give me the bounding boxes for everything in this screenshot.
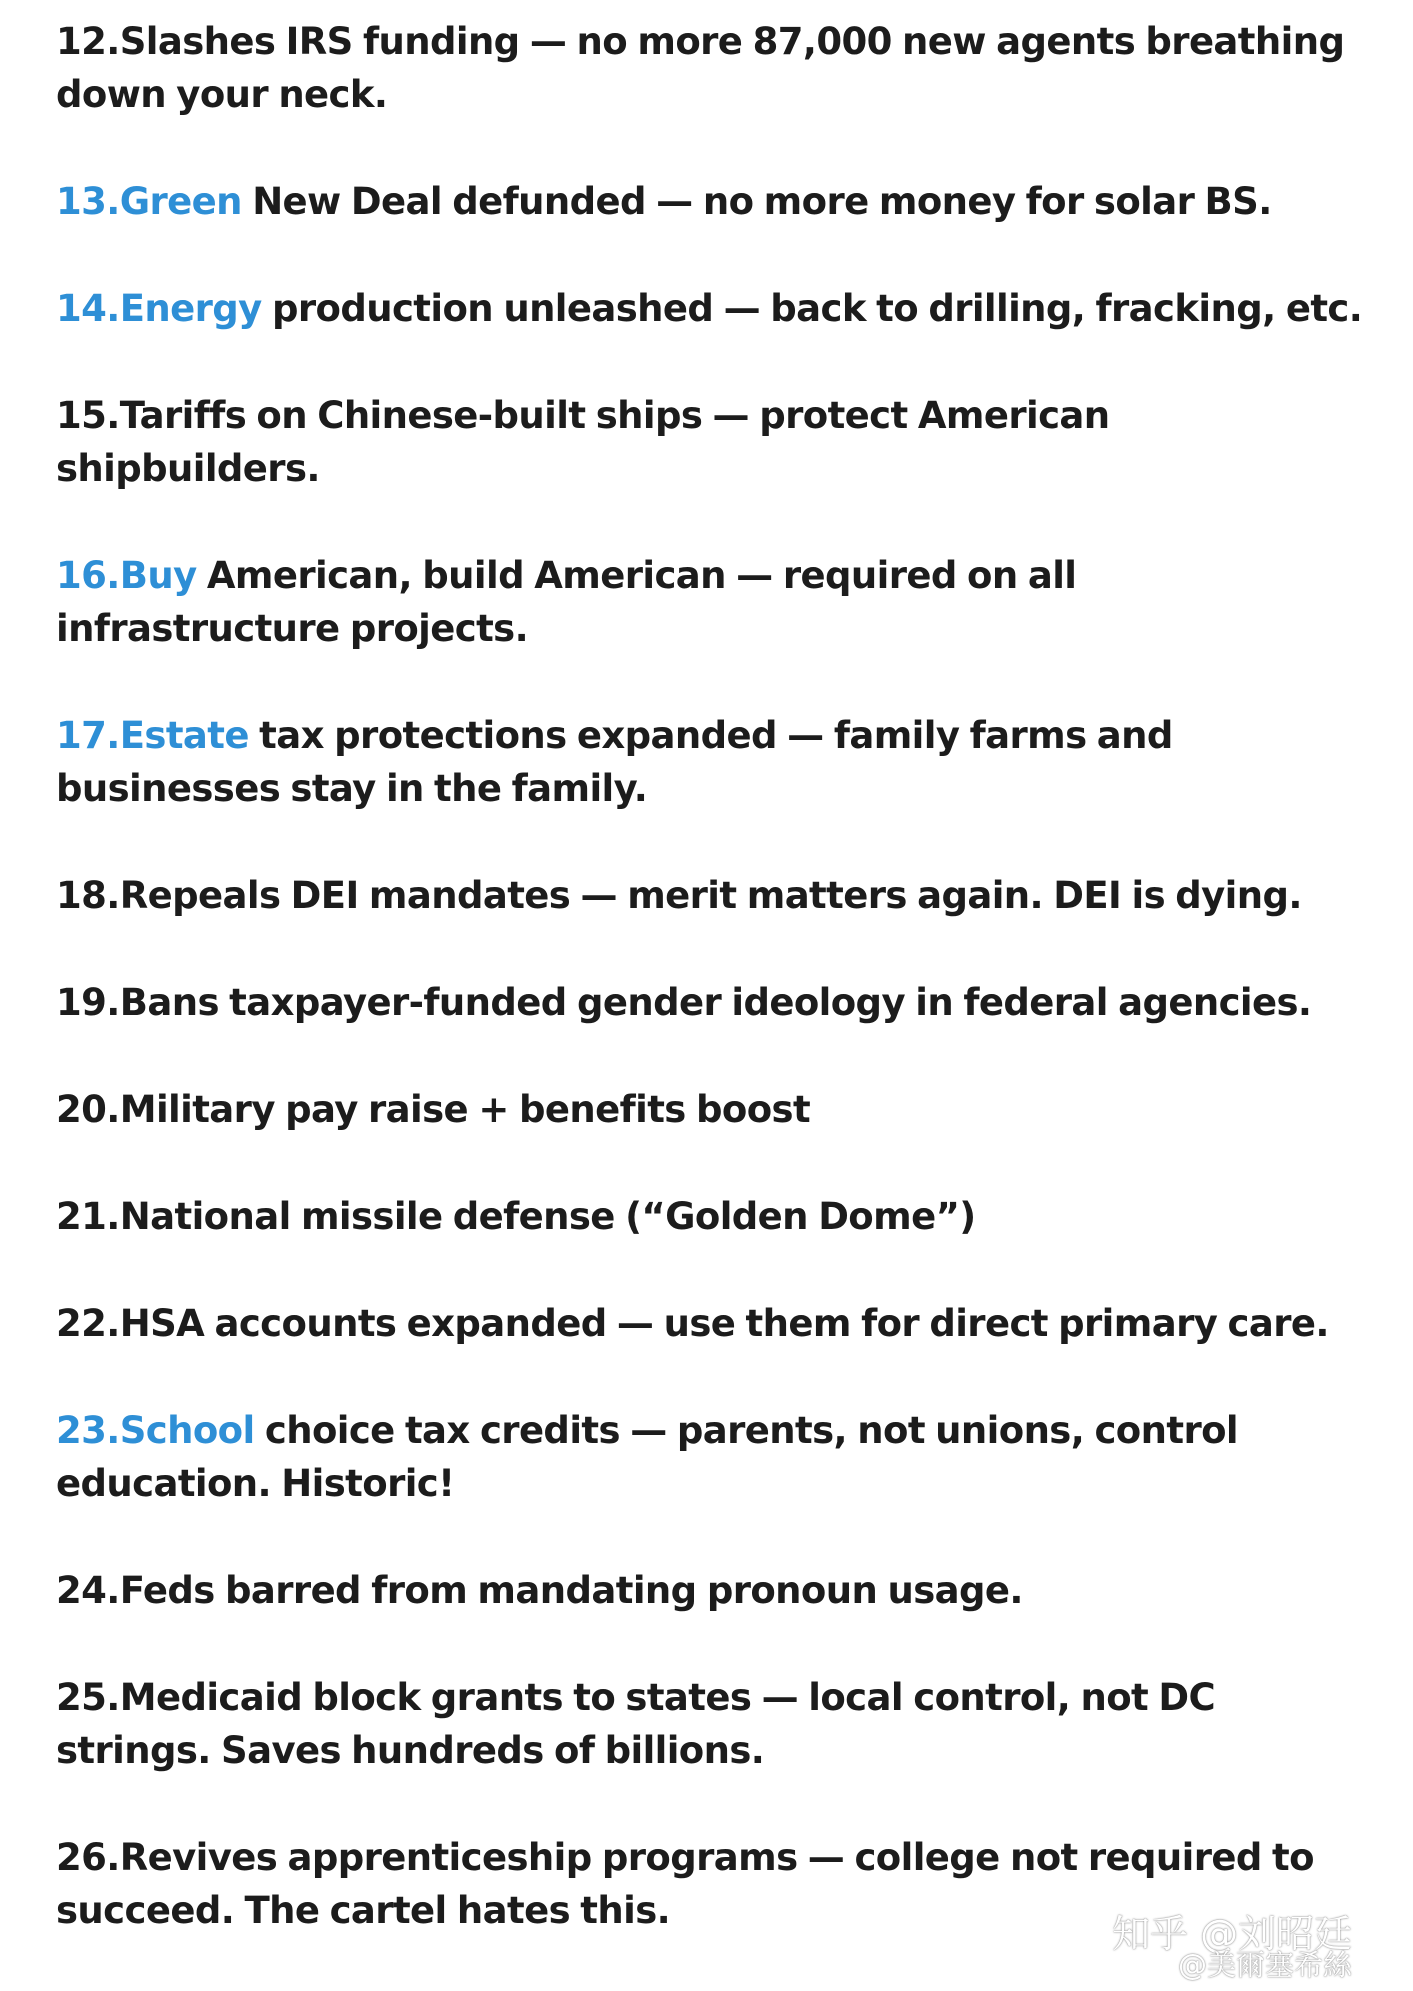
item-number: 26.Revives xyxy=(56,1836,278,1879)
list-item xyxy=(56,389,1366,495)
item-text: DEI mandates — merit matters again. DEI is dying. xyxy=(280,874,1302,917)
item-text: barred from mandating pronoun usage. xyxy=(214,1569,1023,1612)
item-link[interactable]: 17.Estate xyxy=(56,714,249,757)
item-number: 24.Feds xyxy=(56,1569,215,1612)
zhihu-watermark: 知乎 @刘昭廷 xyxy=(1112,1912,1353,1956)
list-item xyxy=(56,1671,1366,1777)
item-text: accounts expanded — use them for direct primary care. xyxy=(204,1302,1329,1345)
item-link[interactable]: 14.Energy xyxy=(56,287,262,330)
weibo-watermark: @美爾塞希絲 xyxy=(1178,1948,1353,1982)
list-item xyxy=(56,282,1366,335)
list-item xyxy=(56,1564,1366,1617)
list-item xyxy=(56,549,1366,655)
list-item xyxy=(56,175,1366,228)
list-item xyxy=(56,709,1366,815)
item-text: IRS funding — no more 87,000 new agents breathing down your neck. xyxy=(56,20,1345,116)
item-number: 15.Tariffs xyxy=(56,394,247,437)
item-text: production unleashed — back to drilling, fracking, etc. xyxy=(261,287,1363,330)
item-text: block grants to states — local control, not DC strings. Saves hundreds of billions. xyxy=(56,1676,1216,1772)
item-text: choice tax credits — parents, not unions, control education. Historic! xyxy=(56,1409,1238,1505)
item-link[interactable]: 13.Green xyxy=(56,180,242,223)
item-number: 19.Bans xyxy=(56,981,219,1024)
list-item xyxy=(56,1083,1366,1136)
list-item xyxy=(56,976,1366,1029)
item-number: 22.HSA xyxy=(56,1302,205,1345)
list-item xyxy=(56,1190,1366,1243)
item-number: 20.Military xyxy=(56,1088,275,1131)
item-link[interactable]: 23.School xyxy=(56,1409,255,1452)
list-item xyxy=(56,15,1366,121)
list-item xyxy=(56,1297,1366,1350)
item-text: New Deal defunded — no more money for solar BS. xyxy=(241,180,1272,223)
item-number: 18.Repeals xyxy=(56,874,281,917)
item-text: missile defense (“Golden Dome”) xyxy=(290,1195,976,1238)
item-text: apprenticeship programs — college not required to succeed. The cartel hates this. xyxy=(56,1836,1314,1932)
item-number: 12.Slashes xyxy=(56,20,276,63)
item-text: taxpayer-funded gender ideology in federal agencies. xyxy=(218,981,1312,1024)
policy-list xyxy=(56,15,1366,1991)
list-item xyxy=(56,869,1366,922)
item-text: tax protections expanded — family farms and businesses stay in the family. xyxy=(56,714,1173,810)
list-item xyxy=(56,1404,1366,1510)
item-number: 21.National xyxy=(56,1195,291,1238)
item-link[interactable]: 16.Buy xyxy=(56,554,197,597)
item-text: American, build American — required on all infrastructure projects. xyxy=(56,554,1077,650)
item-text: on Chinese-built ships — protect American shipbuilders. xyxy=(56,394,1110,490)
item-number: 25.Medicaid xyxy=(56,1676,303,1719)
item-text: pay raise + benefits boost xyxy=(274,1088,811,1131)
